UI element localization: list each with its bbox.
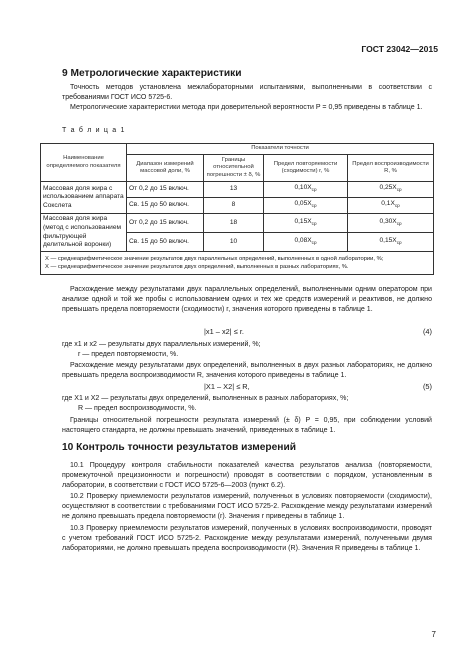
note-1: X — среднеарифметическое значение результатов двух параллельных определений, выполненных в одной лаборатории, %;	[45, 256, 384, 262]
section-9-title: 9 Метрологические характеристики	[62, 68, 242, 79]
paragraph-10-2: 10.2 Проверку приемлемости результатов измерений, полученных в условиях повторяемости (сходимости), осуществляют в соответствии с требованиями ГОСТ ИСО 5725-2. Расхождение между результатами измерений не должно превышать предела повторяемости (r). Значения r приведены в таблице 1.	[62, 493, 432, 521]
header-indicator: Наименование определяемого показателя	[41, 144, 127, 182]
where-line-1: где x1 и x2 — результаты двух параллельных измерений, %;	[62, 341, 261, 348]
standard-code: ГОСТ 23042—2015	[361, 44, 438, 54]
repeatability-cell: $0,05X_{ср}$	[264, 198, 348, 214]
range-cell: От 0,2 до 15 включ.	[127, 214, 204, 233]
where-line-2: r — предел повторяемости, %.	[78, 351, 179, 358]
table-notes-row	[41, 252, 434, 275]
header-accuracy-group: Показатели точности	[127, 144, 434, 155]
formula-5: |X1 – X2| ≤ R,	[204, 382, 250, 391]
formula-4-number: (4)	[422, 327, 432, 336]
where-line-3: где X1 и X2 — результаты двух определений, выполненных в разных лабораториях, %;	[62, 395, 349, 402]
section-9-para-2: Метрологические характеристики метода при доверительной вероятности P = 0,95 приведены в таблице 1.	[70, 104, 423, 111]
note-2: X — среднеарифметическое значение результатов двух определений, выполненных в разных лабораториях, %.	[45, 264, 349, 270]
table-row	[41, 214, 434, 233]
header-repeatability: Предел повторяемости (сходимости) r, %	[264, 155, 348, 182]
range-cell: Св. 15 до 50 включ.	[127, 198, 204, 214]
header-range: Диапазон измерений массовой доли, %	[127, 155, 204, 182]
indicator-cell: Массовая доля жира с использованием аппарата Сокслета	[41, 182, 127, 214]
precision-table	[40, 143, 434, 275]
range-cell: От 0,2 до 15 включ.	[127, 182, 204, 198]
reproducibility-cell: $0,1X_{ср}$	[348, 198, 434, 214]
table-caption: Т а б л и ц а 1	[62, 127, 126, 134]
page-number: 7	[431, 630, 436, 639]
paragraph-error-bounds: Границы относительной погрешности результата измерений (± δ) P = 0,95, при соблюдении условий настоящего стандарта, не должны превышать значений, приведенных в таблице 1.	[62, 417, 432, 435]
reproducibility-cell: $0,30X_{ср}$	[348, 214, 434, 233]
reproducibility-cell: $0,25X_{ср}$	[348, 182, 434, 198]
table-row	[41, 182, 434, 198]
reproducibility-cell: $0,15X_{ср}$	[348, 233, 434, 252]
section-10-title: 10 Контроль точности результатов измерений	[62, 442, 296, 453]
repeatability-cell: $0,10X_{ср}$	[264, 182, 348, 198]
header-reproducibility: Предел воспроизводимости R, %	[348, 155, 434, 182]
range-cell: Св. 15 до 50 включ.	[127, 233, 204, 252]
section-9-para-1: Точность методов установлена межлабораторными испытаниями, выполненными в соответствии с требованиями ГОСТ ИСО 5725-6.	[62, 84, 432, 102]
paragraph-repeatability: Расхождение между результатами двух параллельных определений, выполненными одним оператором при анализе одной и той же пробы с использованием одних и тех же средств измерений и реактивов, не должно превышать предела повторяемости (сходимости) r, значения которого приведены в таблице 1.	[62, 286, 432, 314]
repeatability-cell: $0,08X_{ср}$	[264, 233, 348, 252]
bound-cell: 18	[204, 214, 264, 233]
formula-5-number: (5)	[422, 382, 432, 391]
table-notes	[41, 252, 434, 275]
bound-cell: 10	[204, 233, 264, 252]
paragraph-10-3: 10.3 Проверку приемлемости результатов измерений, полученных в условиях воспроизводимости, проводят с учетом требований ГОСТ ИСО 5725-2. Расхождение между результатами измерений, полученными двумя лабораториями, не должно превышать предела воспроизводимости (R). Значения R приведены в таблице 1.	[62, 525, 432, 553]
bound-cell: 13	[204, 182, 264, 198]
formula-4: |x1 – x2| ≤ r.	[204, 327, 244, 336]
header-bounds: Границы относительной погрешности ± δ, %	[204, 155, 264, 182]
paragraph-10-1: 10.1 Процедуру контроля стабильности показателей качества результатов анализа (повторяемости, промежуточной прецизионности и погрешности) проводят в соответствии с порядком, установленным в лаборатории, в соответствии с ГОСТ ИСО 5725-6—2003 (пункт 6.2).	[62, 462, 432, 490]
where-line-4: R — предел воспроизводимости, %.	[78, 405, 197, 412]
paragraph-reproducibility: Расхождение между результатами двух определений, выполненных в двух разных лабораториях, не должно превышать предела воспроизводимости R, значения которого приведены в таблице 1.	[62, 362, 432, 380]
bound-cell: 8	[204, 198, 264, 214]
indicator-cell: Массовая доля жира (метод с использованием фильтрующей делительной воронки)	[41, 214, 127, 252]
repeatability-cell: $0,15X_{ср}$	[264, 214, 348, 233]
